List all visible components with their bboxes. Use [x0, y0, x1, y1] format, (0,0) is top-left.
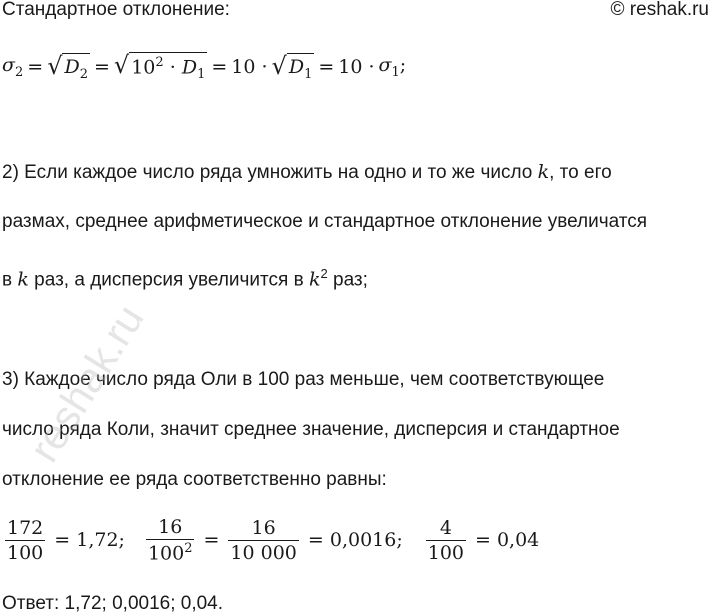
sqrt-d2: √ $D_2$ [47, 51, 88, 82]
para3-line1: 3) Каждое число ряда Оли в 100 раз меньше, чем соответствующее [2, 369, 605, 390]
formula-results: $\frac{172}{100}$ = 1,72; $\frac{16}{100^2}$ = $\frac{16}{10 000}$ = 0,0016; $\frac{4}{100}$ = 0,04 [7, 516, 540, 565]
fraction-16-100sq: $\frac{16}{100^2}$ [147, 516, 193, 565]
sqrt-d1: √ $D_1$ [271, 51, 313, 82]
brand-watermark[interactable]: © reshak.ru [610, 0, 709, 20]
heading: Стандартное отклонение: [2, 0, 230, 20]
para2-line2: размах, среднее арифметическое и стандартное отклонение увеличатся [2, 211, 648, 232]
para2-line1: 2) Если каждое число ряда умножить на одно и то же число k, то его [2, 161, 612, 183]
fraction-4-100: $\frac{4}{100}$ [427, 516, 464, 564]
diagonal-watermark: reshak.ru [20, 296, 153, 470]
answer: Ответ: 1,72; 0,0016; 0,04. [2, 593, 224, 614]
sqrt-100-d1: √ $10^2 \cdot D_1$ [113, 51, 206, 83]
para2-line3: в k раз, а дисперсия увеличится в $k^2$ раз; [2, 266, 368, 291]
para3-line2: число ряда Коли, значит среднее значение, дисперсия и стандартное [2, 419, 620, 440]
fraction-16-10000: $\frac{16}{10 000}$ [230, 516, 297, 564]
fraction-172-100: $\frac{172}{100}$ [7, 516, 44, 564]
formula-sigma2: $\sigma_2$ = √ $D_2$ = √ $10^2 \cdot D_1$ = 10 · √ $D_1$ = 10 · $\sigma_1$; [2, 51, 407, 83]
para3-line3: отклонение ее ряда соответственно равны: [2, 469, 387, 490]
